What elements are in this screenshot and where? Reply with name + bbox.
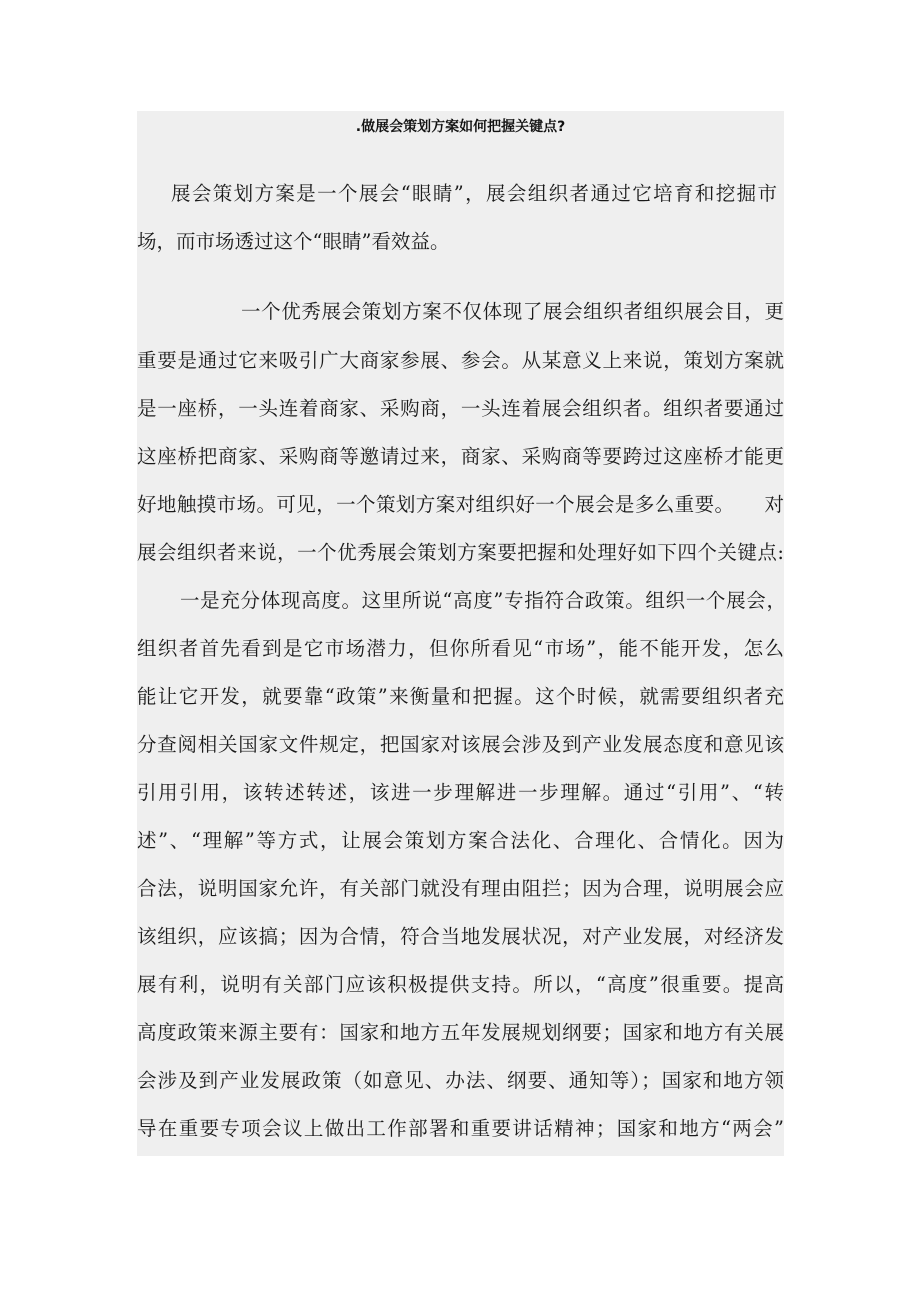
paragraph-line: 分查阅相关国家文件规定，把国家对该展会涉及到产业发展态度和意见该 [137, 733, 784, 756]
paragraph-line: 展会组织者来说，一个优秀展会策划方案要把握和处理好如下四个关键点: [137, 541, 784, 564]
paragraph-line: 这座桥把商家、采购商等邀请过来，商家、采购商等要跨过这座桥才能更 [137, 445, 784, 468]
paragraph-line: 组织者首先看到是它市场潜力，但你所看见“市场”，能不能开发，怎么 [137, 637, 784, 660]
paragraph-line: 展有利，说明有关部门应该积极提供支持。所以，“高度”很重要。提高 [137, 973, 784, 996]
paragraph-line: 述”、“理解”等方式，让展会策划方案合法化、合理化、合情化。因为 [137, 829, 784, 852]
paragraph-line: 导在重要专项会议上做出工作部署和重要讲话精神；国家和地方“两会” [137, 1117, 784, 1140]
paragraph-line: 一是充分体现高度。这里所说“高度”专指符合政策。组织一个展会， [180, 589, 786, 612]
paragraph-line: 展会策划方案是一个展会“眼睛”，展会组织者通过它培育和挖掘市 [171, 182, 777, 205]
paragraph-line: 能让它开发，就要靠“政策”来衡量和把握。这个时候，就需要组织者充 [137, 685, 784, 708]
paragraph-line: 重要是通过它来吸引广大商家参展、参会。从某意义上来说，策划方案就 [137, 349, 784, 372]
paragraph-line: 是一座桥，一头连着商家、采购商，一头连着展会组织者。组织者要通过 [137, 397, 784, 420]
paragraph-line: 一个优秀展会策划方案不仅体现了展会组织者组织展会目，更 [241, 300, 784, 323]
paragraph-line: 合法，说明国家允许，有关部门就没有理由阻拦；因为合理，说明展会应 [137, 877, 784, 900]
paragraph-line: 场，而市场透过这个“眼睛”看效益。 [137, 230, 450, 253]
document-title: .做展会策划方案如何把握关键点? [355, 119, 566, 135]
paragraph-line: 高度政策来源主要有：国家和地方五年发展规划纲要；国家和地方有关展 [137, 1021, 784, 1044]
paragraph-line: 该组织，应该搞；因为合情，符合当地发展状况，对产业发展，对经济发 [137, 925, 784, 948]
paragraph-line: 好地触摸市场。可见，一个策划方案对组织好一个展会是多么重要。 对 [137, 493, 784, 516]
paragraph-line: 会涉及到产业发展政策（如意见、办法、纲要、通知等）；国家和地方领 [137, 1069, 784, 1092]
paragraph-line: 引用引用，该转述转述，该进一步理解进一步理解。通过“引用”、“转 [137, 781, 784, 804]
